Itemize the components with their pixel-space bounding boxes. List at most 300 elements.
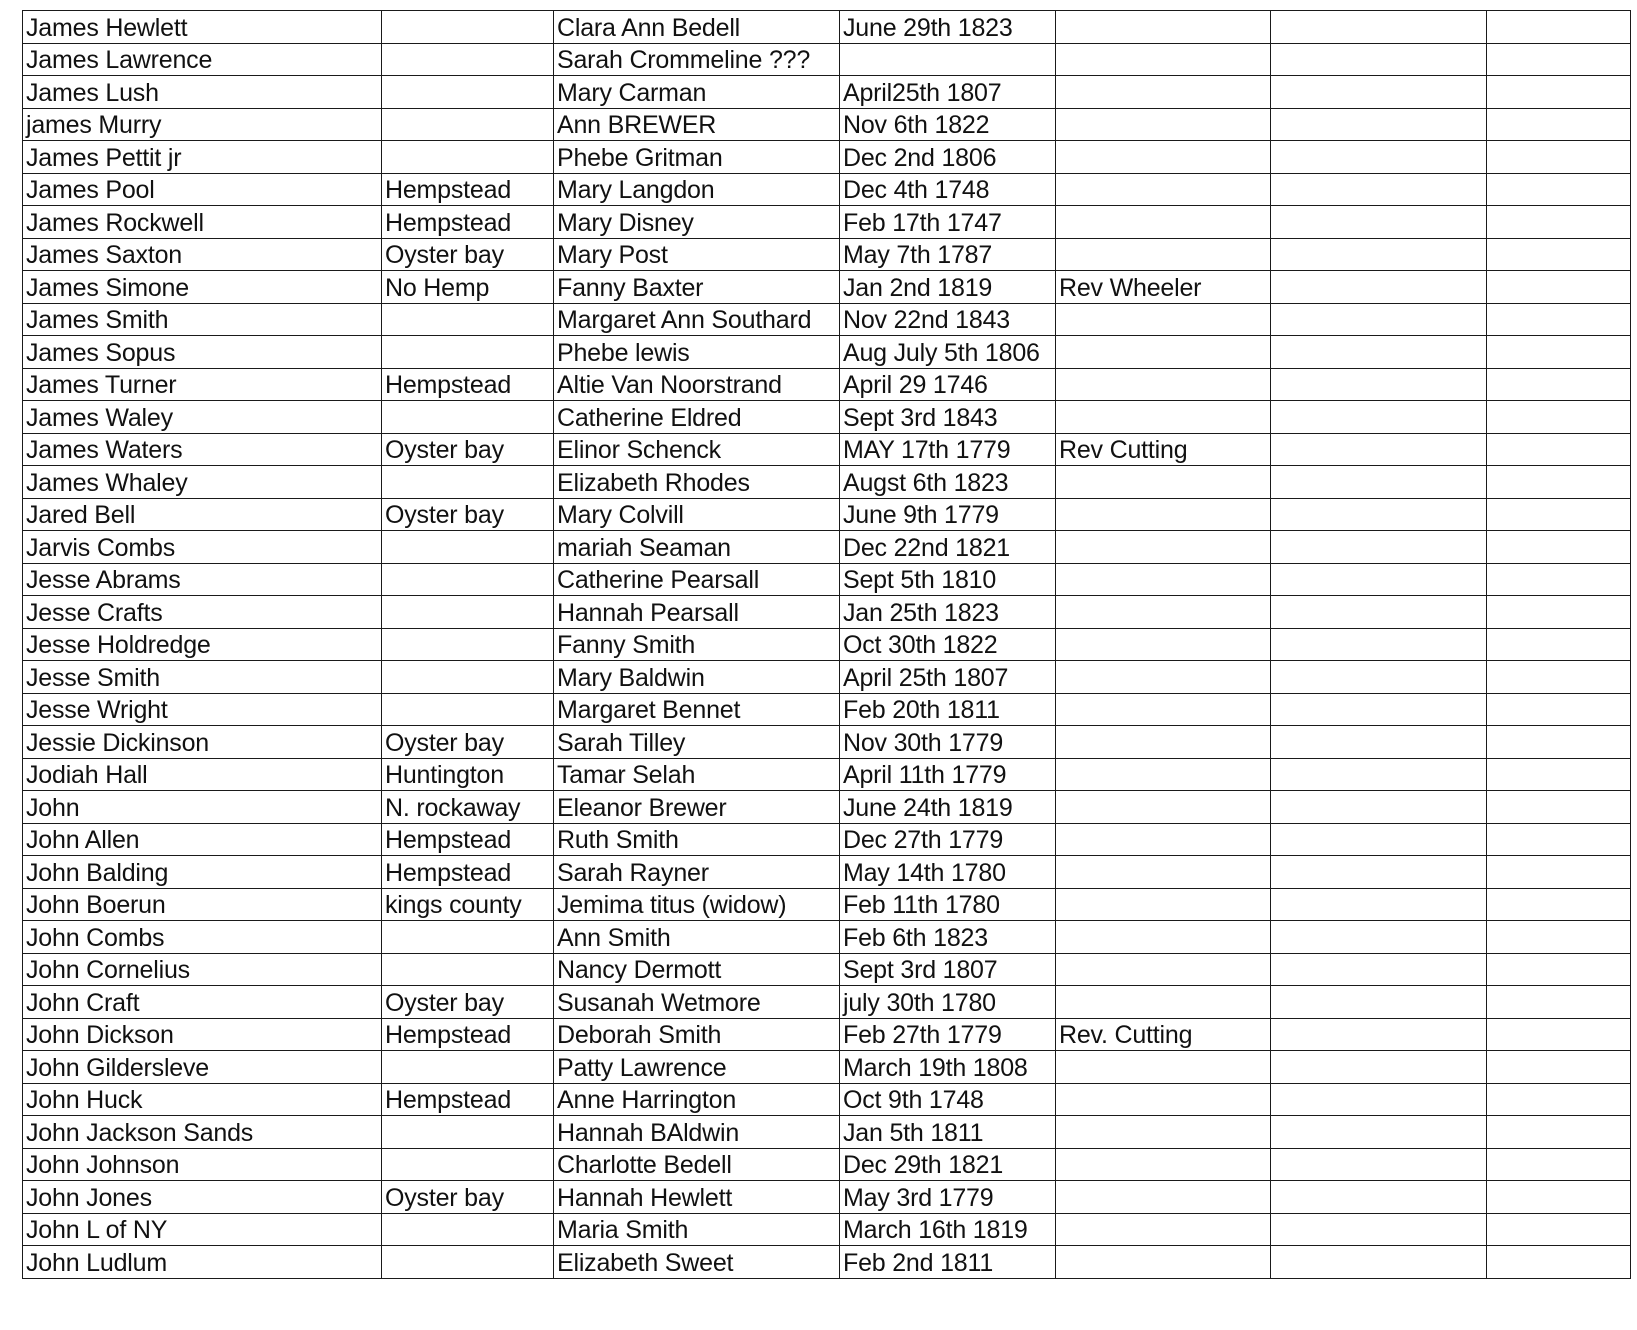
- bride-name-cell: Sarah Rayner: [554, 856, 840, 889]
- bride-name-cell: Maria Smith: [554, 1213, 840, 1246]
- officiant-cell: [1056, 303, 1271, 336]
- place-cell: [382, 108, 554, 141]
- bride-name-cell: mariah Seaman: [554, 531, 840, 564]
- blank-cell: [1271, 1246, 1487, 1279]
- blank-cell: [1271, 303, 1487, 336]
- table-row: [23, 76, 1631, 109]
- groom-name-cell: James Saxton: [23, 238, 382, 271]
- bride-name-cell: Susanah Wetmore: [554, 986, 840, 1019]
- marriage-date-cell: Dec 27th 1779: [840, 823, 1056, 856]
- bride-name-cell: Mary Disney: [554, 206, 840, 239]
- officiant-cell: [1056, 498, 1271, 531]
- blank-cell: [1271, 1148, 1487, 1181]
- marriage-date-cell: Dec 4th 1748: [840, 173, 1056, 206]
- blank-cell: [1271, 661, 1487, 694]
- groom-name-cell: James Sopus: [23, 336, 382, 369]
- marriage-date-cell: Oct 30th 1822: [840, 628, 1056, 661]
- bride-name-cell: Fanny Baxter: [554, 271, 840, 304]
- marriage-date-cell: Feb 11th 1780: [840, 888, 1056, 921]
- blank-cell: [1487, 336, 1631, 369]
- blank-cell: [1487, 498, 1631, 531]
- marriage-date-cell: Sept 3rd 1843: [840, 401, 1056, 434]
- table-row: [23, 1018, 1631, 1051]
- place-cell: [382, 43, 554, 76]
- bride-name-cell: Altie Van Noorstrand: [554, 368, 840, 401]
- groom-name-cell: John Ludlum: [23, 1246, 382, 1279]
- blank-cell: [1271, 1018, 1487, 1051]
- marriage-date-cell: March 19th 1808: [840, 1051, 1056, 1084]
- blank-cell: [1271, 1083, 1487, 1116]
- marriage-date-cell: March 16th 1819: [840, 1213, 1056, 1246]
- bride-name-cell: Ann Smith: [554, 921, 840, 954]
- place-cell: Oyster bay: [382, 726, 554, 759]
- marriage-date-cell: Nov 22nd 1843: [840, 303, 1056, 336]
- bride-name-cell: Ann BREWER: [554, 108, 840, 141]
- blank-cell: [1487, 1181, 1631, 1214]
- marriage-date-cell: Jan 2nd 1819: [840, 271, 1056, 304]
- table-row: [23, 758, 1631, 791]
- blank-cell: [1487, 271, 1631, 304]
- place-cell: [382, 1116, 554, 1149]
- table-row: [23, 726, 1631, 759]
- place-cell: [382, 596, 554, 629]
- blank-cell: [1271, 206, 1487, 239]
- marriage-date-cell: May 3rd 1779: [840, 1181, 1056, 1214]
- marriage-date-cell: Nov 30th 1779: [840, 726, 1056, 759]
- groom-name-cell: James Lawrence: [23, 43, 382, 76]
- blank-cell: [1487, 726, 1631, 759]
- place-cell: Hempstead: [382, 368, 554, 401]
- groom-name-cell: James Pettit jr: [23, 141, 382, 174]
- table-row: [23, 563, 1631, 596]
- officiant-cell: [1056, 141, 1271, 174]
- bride-name-cell: Mary Colvill: [554, 498, 840, 531]
- marriage-date-cell: Jan 5th 1811: [840, 1116, 1056, 1149]
- officiant-cell: [1056, 661, 1271, 694]
- blank-cell: [1271, 791, 1487, 824]
- blank-cell: [1487, 303, 1631, 336]
- table-row: [23, 1148, 1631, 1181]
- table-row: [23, 823, 1631, 856]
- blank-cell: [1271, 433, 1487, 466]
- blank-cell: [1271, 141, 1487, 174]
- officiant-cell: [1056, 173, 1271, 206]
- place-cell: Hempstead: [382, 823, 554, 856]
- groom-name-cell: James Turner: [23, 368, 382, 401]
- blank-cell: [1271, 466, 1487, 499]
- marriage-date-cell: Dec 22nd 1821: [840, 531, 1056, 564]
- marriage-date-cell: Jan 25th 1823: [840, 596, 1056, 629]
- blank-cell: [1487, 1148, 1631, 1181]
- blank-cell: [1487, 206, 1631, 239]
- groom-name-cell: Jared Bell: [23, 498, 382, 531]
- blank-cell: [1487, 758, 1631, 791]
- place-cell: Hempstead: [382, 173, 554, 206]
- table-row: [23, 953, 1631, 986]
- place-cell: [382, 1051, 554, 1084]
- table-row: [23, 791, 1631, 824]
- groom-name-cell: Jesse Holdredge: [23, 628, 382, 661]
- table-row: [23, 1051, 1631, 1084]
- table-row: [23, 173, 1631, 206]
- bride-name-cell: Hannah Pearsall: [554, 596, 840, 629]
- marriage-date-cell: April 25th 1807: [840, 661, 1056, 694]
- table-row: [23, 1246, 1631, 1279]
- marriage-date-cell: Augst 6th 1823: [840, 466, 1056, 499]
- table-row: [23, 661, 1631, 694]
- blank-cell: [1271, 856, 1487, 889]
- table-row: [23, 1083, 1631, 1116]
- officiant-cell: [1056, 1213, 1271, 1246]
- bride-name-cell: Elizabeth Sweet: [554, 1246, 840, 1279]
- table-row: [23, 433, 1631, 466]
- place-cell: [382, 336, 554, 369]
- blank-cell: [1271, 238, 1487, 271]
- groom-name-cell: John Jones: [23, 1181, 382, 1214]
- table-row: [23, 11, 1631, 44]
- blank-cell: [1487, 1213, 1631, 1246]
- marriage-date-cell: April25th 1807: [840, 76, 1056, 109]
- officiant-cell: [1056, 1083, 1271, 1116]
- bride-name-cell: Sarah Tilley: [554, 726, 840, 759]
- place-cell: [382, 11, 554, 44]
- officiant-cell: [1056, 791, 1271, 824]
- table-row: [23, 498, 1631, 531]
- bride-name-cell: Clara Ann Bedell: [554, 11, 840, 44]
- bride-name-cell: Margaret Bennet: [554, 693, 840, 726]
- officiant-cell: [1056, 76, 1271, 109]
- place-cell: [382, 1213, 554, 1246]
- officiant-cell: [1056, 466, 1271, 499]
- officiant-cell: [1056, 1148, 1271, 1181]
- officiant-cell: [1056, 856, 1271, 889]
- blank-cell: [1487, 953, 1631, 986]
- bride-name-cell: Patty Lawrence: [554, 1051, 840, 1084]
- bride-name-cell: Elizabeth Rhodes: [554, 466, 840, 499]
- groom-name-cell: John Cornelius: [23, 953, 382, 986]
- officiant-cell: [1056, 206, 1271, 239]
- table-row: [23, 368, 1631, 401]
- place-cell: Oyster bay: [382, 1181, 554, 1214]
- blank-cell: [1271, 693, 1487, 726]
- officiant-cell: [1056, 596, 1271, 629]
- officiant-cell: [1056, 1246, 1271, 1279]
- marriage-date-cell: Dec 2nd 1806: [840, 141, 1056, 174]
- officiant-cell: [1056, 986, 1271, 1019]
- blank-cell: [1487, 1083, 1631, 1116]
- blank-cell: [1487, 888, 1631, 921]
- groom-name-cell: James Whaley: [23, 466, 382, 499]
- bride-name-cell: Elinor Schenck: [554, 433, 840, 466]
- officiant-cell: [1056, 921, 1271, 954]
- table-row: [23, 628, 1631, 661]
- table-row: [23, 271, 1631, 304]
- blank-cell: [1271, 368, 1487, 401]
- table-row: [23, 303, 1631, 336]
- groom-name-cell: Jesse Smith: [23, 661, 382, 694]
- place-cell: [382, 693, 554, 726]
- blank-cell: [1271, 1213, 1487, 1246]
- blank-cell: [1487, 1116, 1631, 1149]
- officiant-cell: [1056, 888, 1271, 921]
- bride-name-cell: Nancy Dermott: [554, 953, 840, 986]
- bride-name-cell: Deborah Smith: [554, 1018, 840, 1051]
- officiant-cell: [1056, 563, 1271, 596]
- place-cell: Oyster bay: [382, 498, 554, 531]
- blank-cell: [1271, 108, 1487, 141]
- place-cell: Hempstead: [382, 206, 554, 239]
- officiant-cell: [1056, 108, 1271, 141]
- place-cell: [382, 466, 554, 499]
- officiant-cell: [1056, 11, 1271, 44]
- place-cell: Oyster bay: [382, 238, 554, 271]
- blank-cell: [1271, 1181, 1487, 1214]
- blank-cell: [1271, 43, 1487, 76]
- blank-cell: [1271, 531, 1487, 564]
- bride-name-cell: Mary Post: [554, 238, 840, 271]
- marriage-date-cell: Nov 6th 1822: [840, 108, 1056, 141]
- groom-name-cell: James Waters: [23, 433, 382, 466]
- bride-name-cell: Catherine Pearsall: [554, 563, 840, 596]
- blank-cell: [1271, 953, 1487, 986]
- marriage-date-cell: Feb 27th 1779: [840, 1018, 1056, 1051]
- bride-name-cell: Fanny Smith: [554, 628, 840, 661]
- officiant-cell: [1056, 1116, 1271, 1149]
- blank-cell: [1487, 401, 1631, 434]
- place-cell: kings county: [382, 888, 554, 921]
- officiant-cell: [1056, 1051, 1271, 1084]
- officiant-cell: [1056, 336, 1271, 369]
- place-cell: [382, 921, 554, 954]
- marriage-date-cell: Dec 29th 1821: [840, 1148, 1056, 1181]
- blank-cell: [1271, 726, 1487, 759]
- table-row: [23, 921, 1631, 954]
- bride-name-cell: Hannah Hewlett: [554, 1181, 840, 1214]
- blank-cell: [1271, 11, 1487, 44]
- blank-cell: [1487, 823, 1631, 856]
- officiant-cell: Rev Cutting: [1056, 433, 1271, 466]
- table-row: [23, 856, 1631, 889]
- groom-name-cell: Jodiah Hall: [23, 758, 382, 791]
- officiant-cell: [1056, 401, 1271, 434]
- place-cell: [382, 303, 554, 336]
- place-cell: [382, 953, 554, 986]
- blank-cell: [1271, 1116, 1487, 1149]
- blank-cell: [1487, 433, 1631, 466]
- blank-cell: [1487, 628, 1631, 661]
- marriage-date-cell: Sept 5th 1810: [840, 563, 1056, 596]
- blank-cell: [1487, 1051, 1631, 1084]
- groom-name-cell: John Jackson Sands: [23, 1116, 382, 1149]
- blank-cell: [1271, 628, 1487, 661]
- marriage-date-cell: Feb 20th 1811: [840, 693, 1056, 726]
- officiant-cell: Rev Wheeler: [1056, 271, 1271, 304]
- blank-cell: [1487, 76, 1631, 109]
- place-cell: [382, 141, 554, 174]
- groom-name-cell: John Gildersleve: [23, 1051, 382, 1084]
- place-cell: [382, 1246, 554, 1279]
- blank-cell: [1487, 856, 1631, 889]
- blank-cell: [1271, 1051, 1487, 1084]
- groom-name-cell: Jarvis Combs: [23, 531, 382, 564]
- marriage-date-cell: April 29 1746: [840, 368, 1056, 401]
- table-row: [23, 1213, 1631, 1246]
- blank-cell: [1487, 921, 1631, 954]
- officiant-cell: [1056, 628, 1271, 661]
- table-row: [23, 531, 1631, 564]
- officiant-cell: [1056, 238, 1271, 271]
- officiant-cell: [1056, 531, 1271, 564]
- marriage-date-cell: Sept 3rd 1807: [840, 953, 1056, 986]
- blank-cell: [1487, 108, 1631, 141]
- marriage-date-cell: [840, 43, 1056, 76]
- records-table-body: [23, 11, 1631, 1279]
- groom-name-cell: John Craft: [23, 986, 382, 1019]
- table-row: [23, 888, 1631, 921]
- groom-name-cell: John Huck: [23, 1083, 382, 1116]
- groom-name-cell: James Pool: [23, 173, 382, 206]
- table-row: [23, 206, 1631, 239]
- place-cell: [382, 76, 554, 109]
- bride-name-cell: Mary Baldwin: [554, 661, 840, 694]
- table-row: [23, 1116, 1631, 1149]
- place-cell: [382, 628, 554, 661]
- blank-cell: [1271, 758, 1487, 791]
- officiant-cell: [1056, 693, 1271, 726]
- blank-cell: [1271, 271, 1487, 304]
- bride-name-cell: Hannah BAldwin: [554, 1116, 840, 1149]
- table-row: [23, 401, 1631, 434]
- groom-name-cell: Jesse Abrams: [23, 563, 382, 596]
- marriage-date-cell: MAY 17th 1779: [840, 433, 1056, 466]
- groom-name-cell: James Smith: [23, 303, 382, 336]
- bride-name-cell: Phebe Gritman: [554, 141, 840, 174]
- blank-cell: [1487, 1246, 1631, 1279]
- officiant-cell: [1056, 823, 1271, 856]
- officiant-cell: [1056, 726, 1271, 759]
- marriage-date-cell: May 7th 1787: [840, 238, 1056, 271]
- marriage-date-cell: June 24th 1819: [840, 791, 1056, 824]
- groom-name-cell: John Combs: [23, 921, 382, 954]
- blank-cell: [1487, 368, 1631, 401]
- table-row: [23, 1181, 1631, 1214]
- marriage-date-cell: Oct 9th 1748: [840, 1083, 1056, 1116]
- groom-name-cell: James Simone: [23, 271, 382, 304]
- table-row: [23, 986, 1631, 1019]
- bride-name-cell: Anne Harrington: [554, 1083, 840, 1116]
- groom-name-cell: james Murry: [23, 108, 382, 141]
- groom-name-cell: John Johnson: [23, 1148, 382, 1181]
- blank-cell: [1487, 238, 1631, 271]
- officiant-cell: [1056, 43, 1271, 76]
- blank-cell: [1487, 173, 1631, 206]
- place-cell: No Hemp: [382, 271, 554, 304]
- marriage-date-cell: Feb 2nd 1811: [840, 1246, 1056, 1279]
- blank-cell: [1271, 596, 1487, 629]
- groom-name-cell: James Waley: [23, 401, 382, 434]
- officiant-cell: Rev. Cutting: [1056, 1018, 1271, 1051]
- bride-name-cell: Ruth Smith: [554, 823, 840, 856]
- marriage-records-sheet: [22, 10, 1622, 1279]
- table-row: [23, 238, 1631, 271]
- place-cell: [382, 1148, 554, 1181]
- blank-cell: [1487, 563, 1631, 596]
- groom-name-cell: James Rockwell: [23, 206, 382, 239]
- marriage-date-cell: Feb 17th 1747: [840, 206, 1056, 239]
- blank-cell: [1487, 596, 1631, 629]
- groom-name-cell: James Lush: [23, 76, 382, 109]
- place-cell: Huntington: [382, 758, 554, 791]
- place-cell: [382, 661, 554, 694]
- table-row: [23, 466, 1631, 499]
- groom-name-cell: John Balding: [23, 856, 382, 889]
- blank-cell: [1487, 11, 1631, 44]
- marriage-records-table: [22, 10, 1631, 1279]
- place-cell: Hempstead: [382, 1018, 554, 1051]
- blank-cell: [1271, 336, 1487, 369]
- bride-name-cell: Catherine Eldred: [554, 401, 840, 434]
- blank-cell: [1271, 921, 1487, 954]
- blank-cell: [1487, 141, 1631, 174]
- groom-name-cell: James Hewlett: [23, 11, 382, 44]
- bride-name-cell: Eleanor Brewer: [554, 791, 840, 824]
- groom-name-cell: John Dickson: [23, 1018, 382, 1051]
- table-row: [23, 336, 1631, 369]
- blank-cell: [1271, 986, 1487, 1019]
- blank-cell: [1487, 466, 1631, 499]
- bride-name-cell: Charlotte Bedell: [554, 1148, 840, 1181]
- blank-cell: [1487, 43, 1631, 76]
- table-row: [23, 43, 1631, 76]
- blank-cell: [1271, 563, 1487, 596]
- place-cell: Oyster bay: [382, 986, 554, 1019]
- blank-cell: [1271, 173, 1487, 206]
- marriage-date-cell: Aug July 5th 1806: [840, 336, 1056, 369]
- blank-cell: [1487, 791, 1631, 824]
- bride-name-cell: Mary Carman: [554, 76, 840, 109]
- table-row: [23, 596, 1631, 629]
- blank-cell: [1487, 661, 1631, 694]
- place-cell: N. rockaway: [382, 791, 554, 824]
- blank-cell: [1487, 693, 1631, 726]
- bride-name-cell: Sarah Crommeline ???: [554, 43, 840, 76]
- groom-name-cell: John Boerun: [23, 888, 382, 921]
- table-row: [23, 693, 1631, 726]
- blank-cell: [1271, 76, 1487, 109]
- bride-name-cell: Phebe lewis: [554, 336, 840, 369]
- bride-name-cell: Jemima titus (widow): [554, 888, 840, 921]
- groom-name-cell: Jesse Wright: [23, 693, 382, 726]
- blank-cell: [1271, 498, 1487, 531]
- marriage-date-cell: April 11th 1779: [840, 758, 1056, 791]
- groom-name-cell: John: [23, 791, 382, 824]
- place-cell: [382, 563, 554, 596]
- place-cell: Oyster bay: [382, 433, 554, 466]
- bride-name-cell: Tamar Selah: [554, 758, 840, 791]
- groom-name-cell: Jesse Crafts: [23, 596, 382, 629]
- blank-cell: [1487, 531, 1631, 564]
- marriage-date-cell: June 29th 1823: [840, 11, 1056, 44]
- groom-name-cell: John L of NY: [23, 1213, 382, 1246]
- officiant-cell: [1056, 758, 1271, 791]
- bride-name-cell: Margaret Ann Southard: [554, 303, 840, 336]
- table-row: [23, 141, 1631, 174]
- officiant-cell: [1056, 1181, 1271, 1214]
- place-cell: [382, 531, 554, 564]
- blank-cell: [1271, 888, 1487, 921]
- marriage-date-cell: June 9th 1779: [840, 498, 1056, 531]
- marriage-date-cell: Feb 6th 1823: [840, 921, 1056, 954]
